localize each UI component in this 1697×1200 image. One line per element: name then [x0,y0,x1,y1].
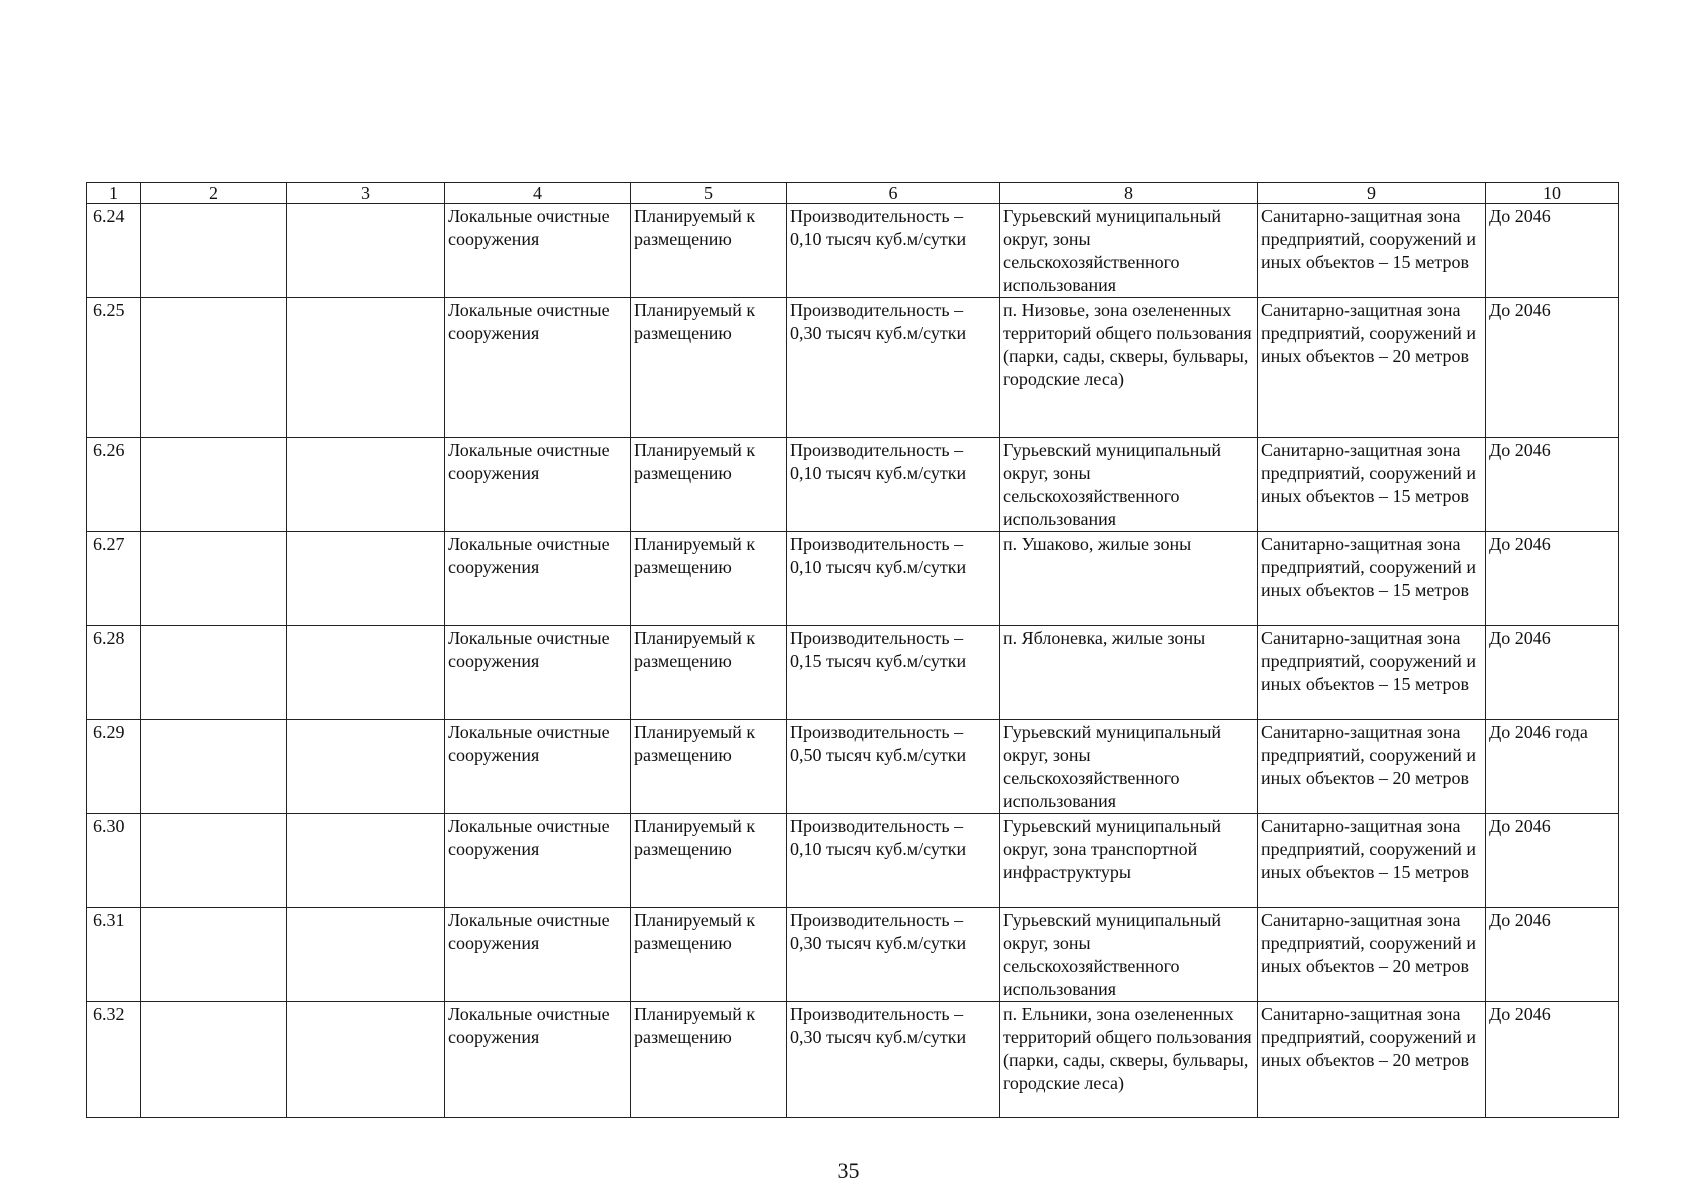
table-row [87,626,1619,720]
cell-column-2 [141,204,287,298]
object-capacity: Производительность – 0,10 тысяч куб.м/сутки [787,532,1000,626]
object-name: Локальные очистные сооружения [445,204,631,298]
column-header-9: 9 [1258,183,1486,204]
object-capacity: Производительность – 0,30 тысяч куб.м/сутки [787,1002,1000,1118]
row-number: 6.26 [87,438,141,532]
protection-zone: Санитарно-защитная зона предприятий, сооружений и иных объектов – 20 метров [1258,908,1486,1002]
object-status: Планируемый к размещению [631,1002,787,1118]
cell-column-3 [287,814,445,908]
object-status: Планируемый к размещению [631,626,787,720]
object-location: Гурьевский муниципальный округ, зоны сельскохозяйственного использования [1000,908,1258,1002]
object-location: Гурьевский муниципальный округ, зоны сельскохозяйственного использования [1000,438,1258,532]
implementation-term: До 2046 [1486,908,1619,1002]
cell-column-2 [141,1002,287,1118]
object-name: Локальные очистные сооружения [445,438,631,532]
object-name: Локальные очистные сооружения [445,532,631,626]
object-status: Планируемый к размещению [631,814,787,908]
object-capacity: Производительность – 0,10 тысяч куб.м/сутки [787,204,1000,298]
table-row [87,438,1619,532]
protection-zone: Санитарно-защитная зона предприятий, сооружений и иных объектов – 20 метров [1258,298,1486,438]
cell-column-3 [287,204,445,298]
object-status: Планируемый к размещению [631,204,787,298]
cell-column-2 [141,814,287,908]
implementation-term: До 2046 [1486,438,1619,532]
object-location: п. Ушаково, жилые зоны [1000,532,1258,626]
column-number-row [87,183,1619,204]
cell-column-3 [287,298,445,438]
implementation-term: До 2046 года [1486,720,1619,814]
objects-table [86,182,1619,1118]
object-status: Планируемый к размещению [631,298,787,438]
object-capacity: Производительность – 0,30 тысяч куб.м/сутки [787,908,1000,1002]
cell-column-3 [287,1002,445,1118]
column-header-10: 10 [1486,183,1619,204]
column-header-6: 6 [787,183,1000,204]
row-number: 6.28 [87,626,141,720]
column-header-1: 1 [87,183,141,204]
protection-zone: Санитарно-защитная зона предприятий, сооружений и иных объектов – 20 метров [1258,720,1486,814]
object-location: п. Низовье, зона озелененных территорий общего пользования (парки, сады, скверы, бульвары, городские леса) [1000,298,1258,438]
implementation-term: До 2046 [1486,204,1619,298]
cell-column-2 [141,720,287,814]
row-number: 6.30 [87,814,141,908]
object-capacity: Производительность – 0,15 тысяч куб.м/сутки [787,626,1000,720]
object-name: Локальные очистные сооружения [445,814,631,908]
protection-zone: Санитарно-защитная зона предприятий, сооружений и иных объектов – 15 метров [1258,532,1486,626]
cell-column-2 [141,532,287,626]
protection-zone: Санитарно-защитная зона предприятий, сооружений и иных объектов – 15 метров [1258,626,1486,720]
row-number: 6.27 [87,532,141,626]
object-name: Локальные очистные сооружения [445,720,631,814]
column-header-3: 3 [287,183,445,204]
object-location: Гурьевский муниципальный округ, зоны сельскохозяйственного использования [1000,720,1258,814]
implementation-term: До 2046 [1486,532,1619,626]
implementation-term: До 2046 [1486,626,1619,720]
table-row [87,908,1619,1002]
object-status: Планируемый к размещению [631,908,787,1002]
row-number: 6.24 [87,204,141,298]
row-number: 6.29 [87,720,141,814]
table-row [87,814,1619,908]
object-name: Локальные очистные сооружения [445,298,631,438]
cell-column-3 [287,532,445,626]
cell-column-3 [287,626,445,720]
object-location: п. Ельники, зона озелененных территорий общего пользования (парки, сады, скверы, бульвары, городские леса) [1000,1002,1258,1118]
column-header-8: 8 [1000,183,1258,204]
column-header-4: 4 [445,183,631,204]
cell-column-2 [141,438,287,532]
protection-zone: Санитарно-защитная зона предприятий, сооружений и иных объектов – 15 метров [1258,204,1486,298]
cell-column-2 [141,298,287,438]
row-number: 6.31 [87,908,141,1002]
protection-zone: Санитарно-защитная зона предприятий, сооружений и иных объектов – 20 метров [1258,1002,1486,1118]
row-number: 6.32 [87,1002,141,1118]
table-row [87,298,1619,438]
protection-zone: Санитарно-защитная зона предприятий, сооружений и иных объектов – 15 метров [1258,814,1486,908]
object-capacity: Производительность – 0,50 тысяч куб.м/сутки [787,720,1000,814]
cell-column-3 [287,438,445,532]
column-header-5: 5 [631,183,787,204]
object-location: п. Яблоневка, жилые зоны [1000,626,1258,720]
object-location: Гурьевский муниципальный округ, зоны сельскохозяйственного использования [1000,204,1258,298]
table-row [87,1002,1619,1118]
object-name: Локальные очистные сооружения [445,908,631,1002]
implementation-term: До 2046 [1486,298,1619,438]
object-status: Планируемый к размещению [631,532,787,626]
table-row [87,204,1619,298]
object-capacity: Производительность – 0,10 тысяч куб.м/сутки [787,438,1000,532]
cell-column-2 [141,908,287,1002]
table-row [87,720,1619,814]
object-name: Локальные очистные сооружения [445,626,631,720]
row-number: 6.25 [87,298,141,438]
column-header-2: 2 [141,183,287,204]
object-status: Планируемый к размещению [631,438,787,532]
cell-column-2 [141,626,287,720]
table-row [87,532,1619,626]
object-capacity: Производительность – 0,30 тысяч куб.м/сутки [787,298,1000,438]
cell-column-3 [287,720,445,814]
object-name: Локальные очистные сооружения [445,1002,631,1118]
implementation-term: До 2046 [1486,1002,1619,1118]
page-number: 35 [837,1158,860,1183]
implementation-term: До 2046 [1486,814,1619,908]
protection-zone: Санитарно-защитная зона предприятий, сооружений и иных объектов – 15 метров [1258,438,1486,532]
cell-column-3 [287,908,445,1002]
object-capacity: Производительность – 0,10 тысяч куб.м/сутки [787,814,1000,908]
object-location: Гурьевский муниципальный округ, зона транспортной инфраструктуры [1000,814,1258,908]
object-status: Планируемый к размещению [631,720,787,814]
